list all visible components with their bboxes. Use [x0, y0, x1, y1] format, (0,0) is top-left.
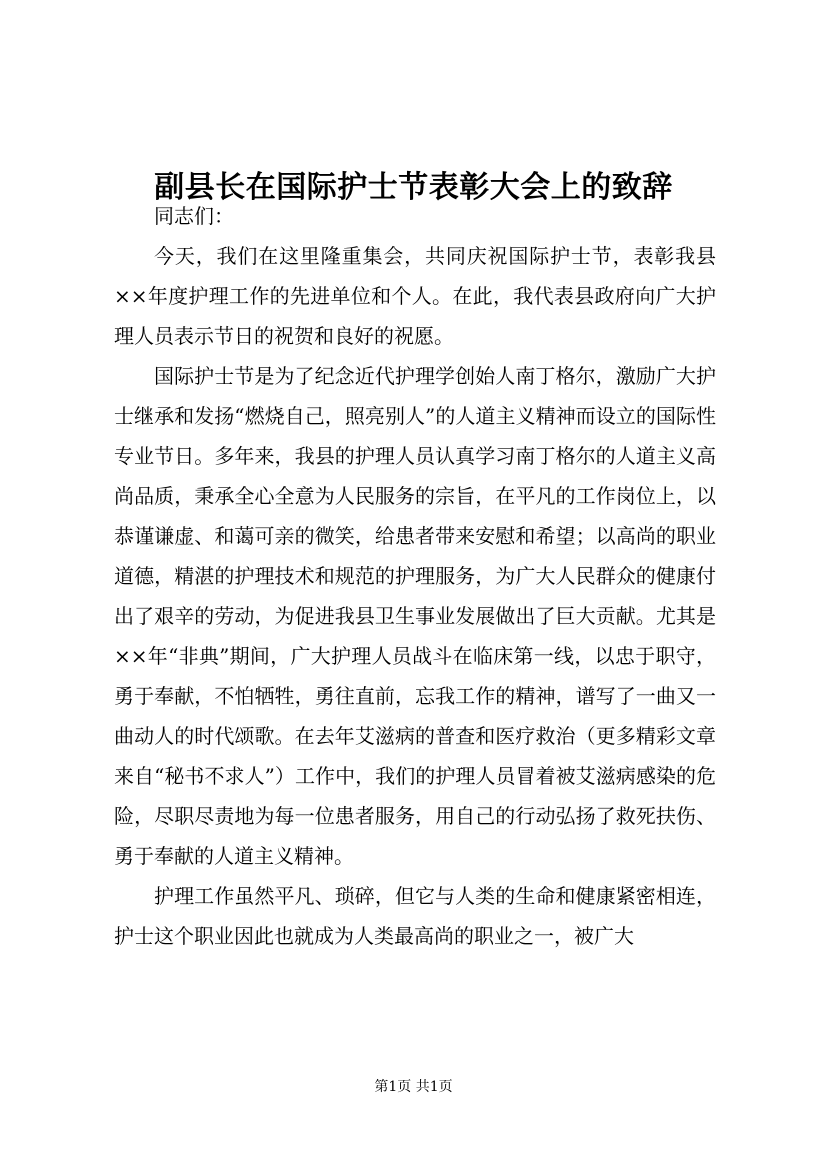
paragraph: 国际护士节是为了纪念近代护理学创始人南丁格尔，激励广大护士继承和发扬“燃烧自己，照亮别人”的人道主义精神而设立的国际性专业节日。多年来，我县的护理人员认真学习南丁格尔的人道主义高尚品质，秉承全心全意为人民服务的宗旨，在平凡的工作岗位上，以恭谨谦虚、和蔼可亲的微笑，给患者带来安慰和希望；以高尚的职业道德，精湛的护理技术和规范的护理服务，为广大人民群众的健康付出了艰辛的劳动，为促进我县卫生事业发展做出了巨大贡献。尤其是××年“非典”期间，广大护理人员战斗在临床第一线，以忠于职守，勇于奉献，不怕牺牲，勇往直前，忘我工作的精神，谱写了一曲又一曲动人的时代颂歌。在去年艾滋病的普查和医疗救治（更多精彩文章来自“秘书不求人”）工作中，我们的护理人员冒着被艾滋病感染的危险，尽职尽责地为每一位患者服务，用自己的行动弘扬了救死扶伤、勇于奉献的人道主义精神。 — [114, 364, 716, 868]
document-body — [114, 196, 716, 956]
salutation: 同志们： — [154, 204, 234, 228]
page-footer: 第1页 共1页 — [374, 1079, 453, 1095]
document-title: 副县长在国际护士节表彰大会上的致辞 — [154, 170, 673, 206]
paragraph: 护理工作虽然平凡、琐碎，但它与人类的生命和健康紧密相连，护士这个职业因此也就成为人类最高尚的职业之一，被广大 — [114, 884, 716, 948]
paragraph: 今天，我们在这里隆重集会，共同庆祝国际护士节，表彰我县××年度护理工作的先进单位和个人。在此，我代表县政府向广大护理人员表示节日的祝贺和良好的祝愿。 — [114, 244, 716, 348]
